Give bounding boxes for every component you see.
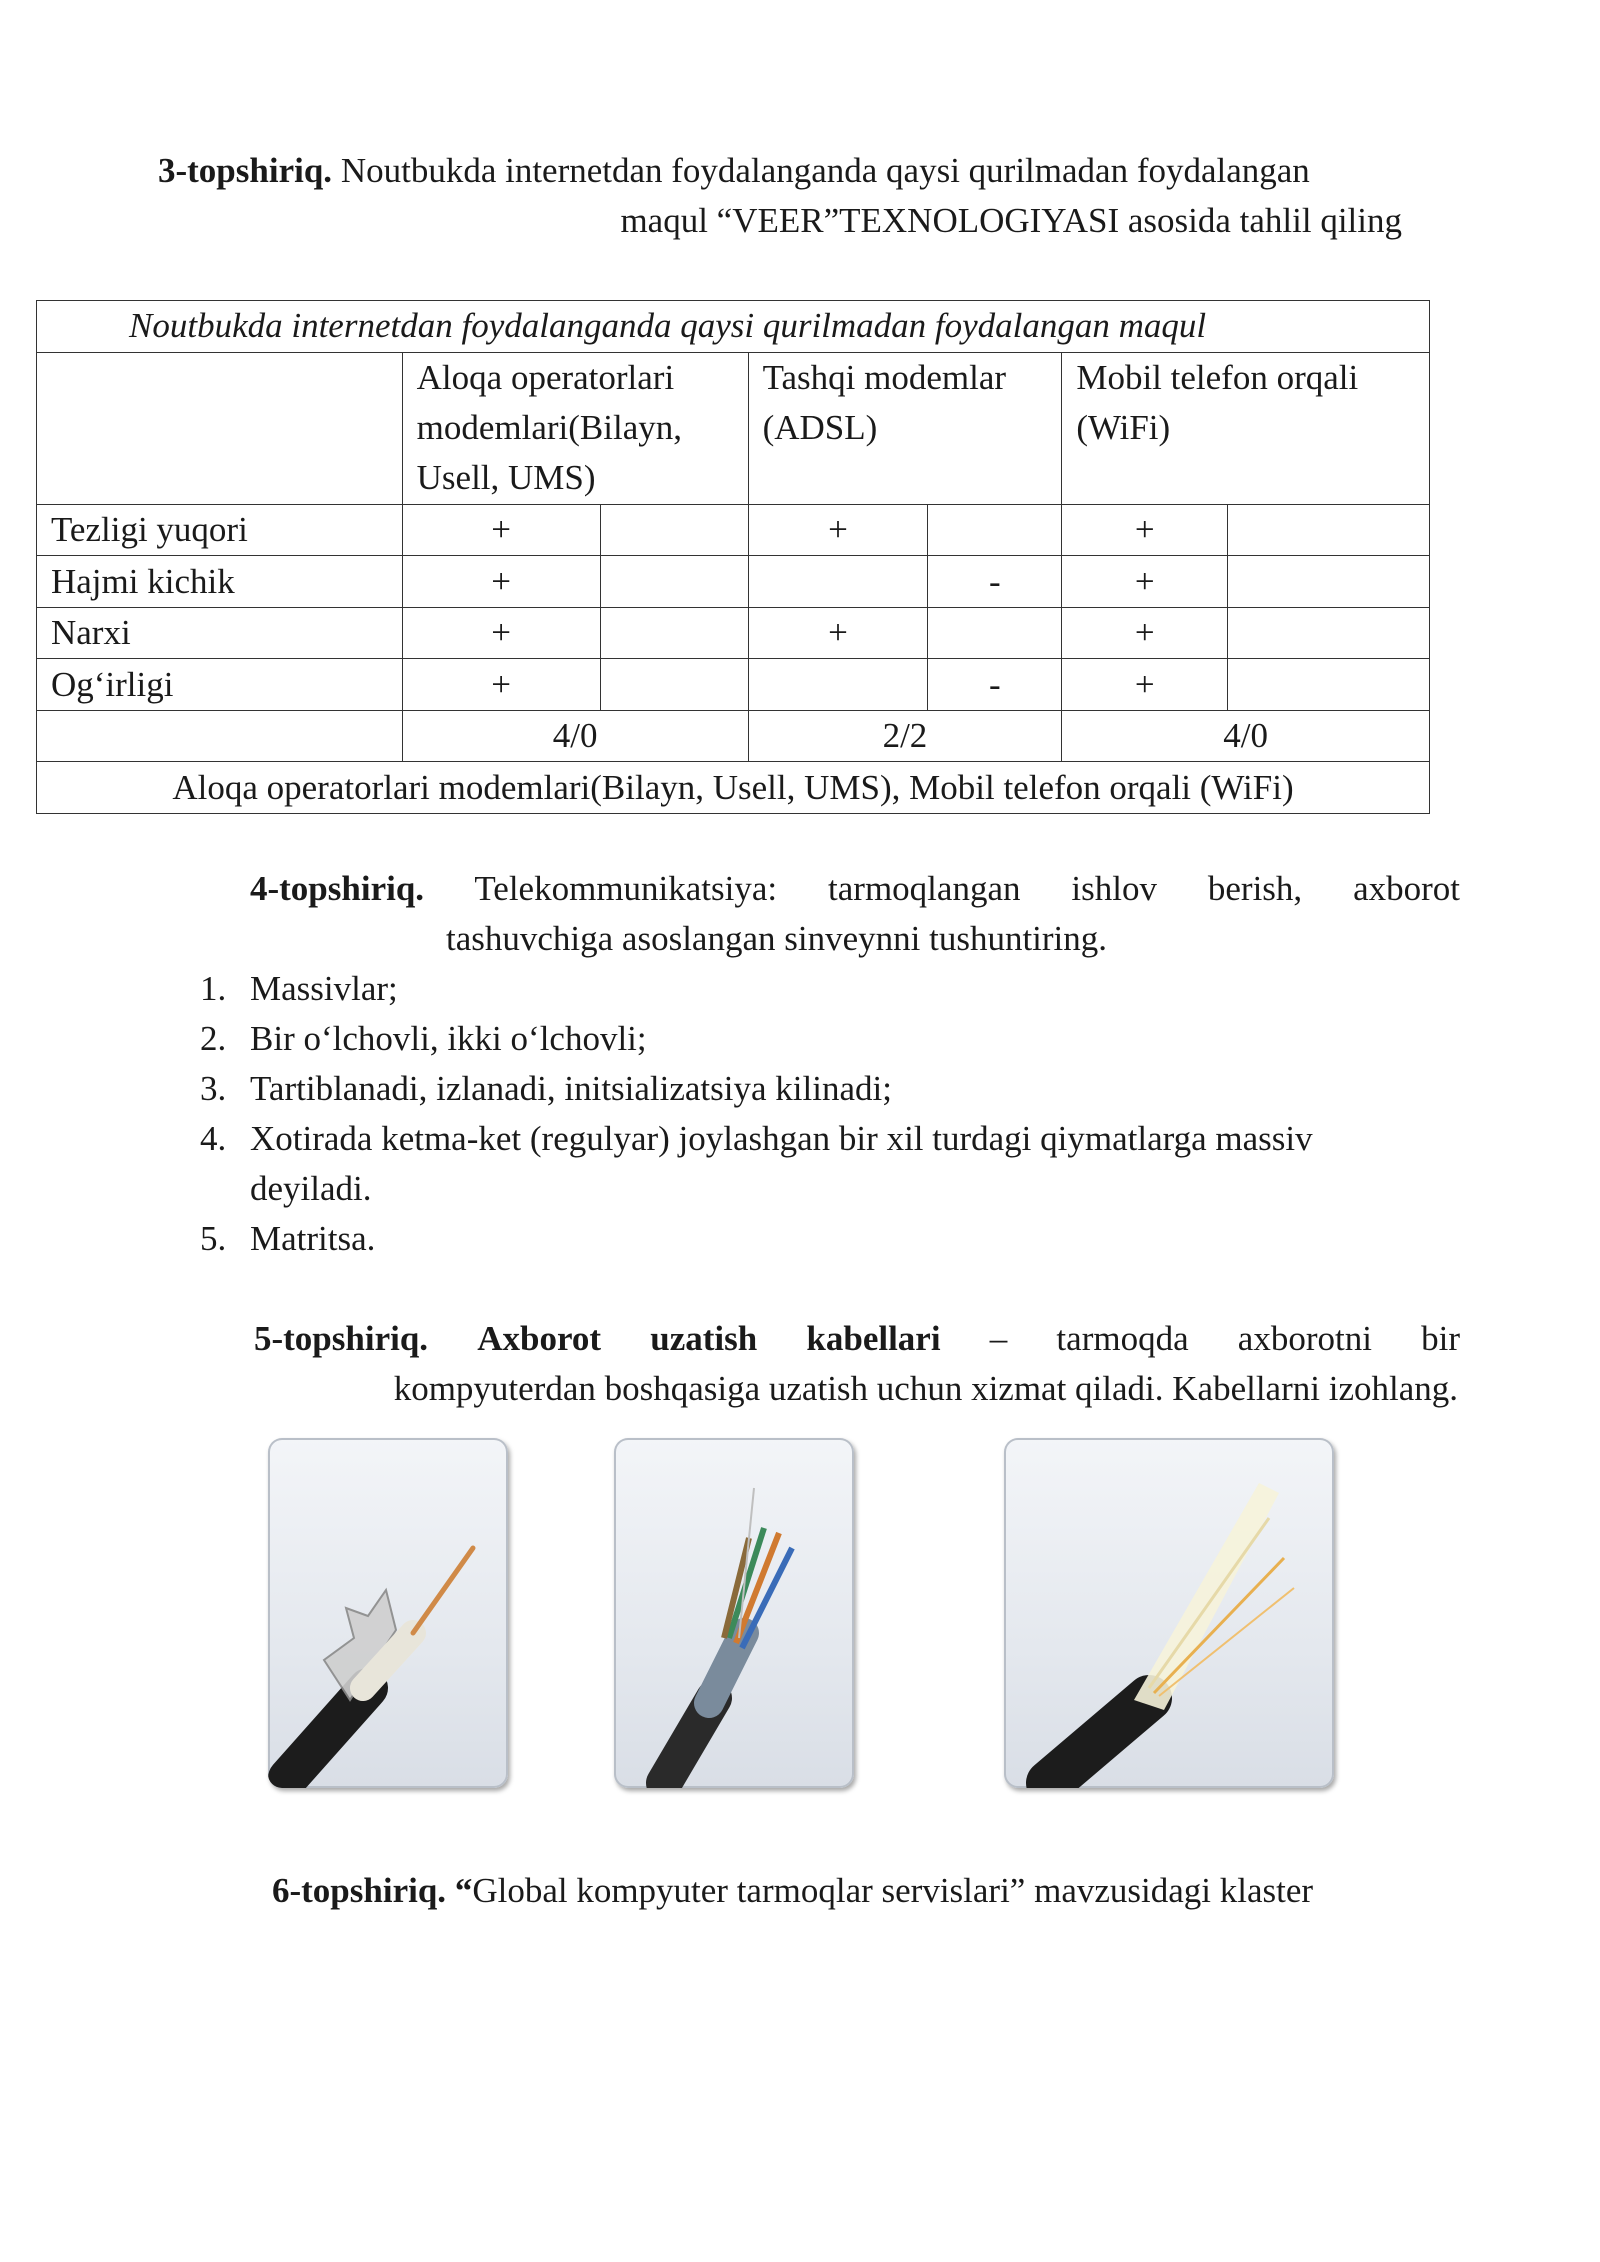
table-cell: + <box>748 504 928 556</box>
header-empty-cell <box>37 352 403 504</box>
fiber-optic-cable-image <box>1004 1438 1334 1788</box>
task3-text-line2: maqul “VEER”TEXNOLOGIYASI asosida tahlil qiling <box>620 201 1402 240</box>
coaxial-cable-image <box>268 1438 508 1788</box>
table-cell: + <box>402 659 600 711</box>
task6-quote-mark: “ <box>454 1871 473 1910</box>
twisted-pair-cable-illustration <box>614 1438 854 1788</box>
table-caption: Noutbukda internetdan foydalanganda qaysi qurilmadan foydalangan maqul <box>37 301 1430 353</box>
table-cell <box>1228 556 1430 608</box>
table-cell <box>748 556 928 608</box>
task6-heading <box>272 1866 1313 1916</box>
list-text: Massivlar; <box>250 969 398 1008</box>
list-number: 3. <box>200 1069 227 1108</box>
task5-label: 5-topshiriq. <box>254 1319 429 1358</box>
task5-text-line1: – tarmoqda axborotni bir <box>989 1319 1460 1358</box>
list-item <box>200 964 1430 1014</box>
total-external-modems: 2/2 <box>748 710 1062 762</box>
task5-text-line2: kompyuterdan boshqasiga uzatish uchun xizmat qiladi. Kabellarni izohlang. <box>393 1369 1458 1408</box>
list-item <box>200 1114 1430 1214</box>
row-label: Og‘irligi <box>37 659 403 711</box>
list-number: 2. <box>200 1019 227 1058</box>
task5-heading-line1 <box>254 1314 1460 1364</box>
table-cell <box>1228 659 1430 711</box>
table-cell <box>600 504 748 556</box>
task6-text: Global kompyuter tarmoqlar servislari” mavzusidagi klaster <box>472 1871 1314 1910</box>
task3-heading-line1 <box>158 146 1310 196</box>
coaxial-cable-illustration <box>268 1438 508 1788</box>
table-cell: + <box>402 607 600 659</box>
list-number: 1. <box>200 969 227 1008</box>
table-row <box>37 607 1430 659</box>
task3-text-line1: Noutbukda internetdan foydalanganda qaysi qurilmadan foydalangan <box>332 151 1310 190</box>
row-label: Hajmi kichik <box>37 556 403 608</box>
table-row <box>37 556 1430 608</box>
column-header-operator-modems: Aloqa operatorlari modemlari(Bilayn, Usell, UMS) <box>402 352 748 504</box>
list-number: 4. <box>200 1119 227 1158</box>
table-cell: + <box>1062 556 1228 608</box>
table-cell: + <box>1062 607 1228 659</box>
veer-comparison-table <box>36 300 1430 814</box>
table-cell: + <box>1062 659 1228 711</box>
task4-label: 4-topshiriq. <box>250 869 425 908</box>
table-conclusion: Aloqa operatorlari modemlari(Bilayn, Usell, UMS), Mobil telefon orqali (WiFi) <box>37 762 1430 814</box>
table-cell <box>600 607 748 659</box>
list-item <box>200 1064 1430 1114</box>
list-text: Bir o‘lchovli, ikki o‘lchovli; <box>250 1019 647 1058</box>
table-cell <box>928 607 1062 659</box>
list-number: 5. <box>200 1219 227 1258</box>
table-row <box>37 659 1430 711</box>
totals-empty-cell <box>37 710 403 762</box>
task4-heading-line1 <box>250 864 1460 914</box>
total-operator-modems: 4/0 <box>402 710 748 762</box>
task6-label: 6-topshiriq. <box>272 1871 447 1910</box>
table-cell <box>1228 607 1430 659</box>
list-item <box>200 1014 1430 1064</box>
table-cell <box>600 659 748 711</box>
twisted-pair-cable-image <box>614 1438 854 1788</box>
column-header-external-modems: Tashqi modemlar (ADSL) <box>748 352 1062 504</box>
table-cell: + <box>1062 504 1228 556</box>
list-text: Matritsa. <box>250 1219 376 1258</box>
task5-bold-term: Axborot uzatish kabellari <box>477 1319 941 1358</box>
list-item <box>200 1214 1430 1264</box>
table-row <box>37 504 1430 556</box>
table-cell: - <box>928 556 1062 608</box>
row-label: Narxi <box>37 607 403 659</box>
table-cell: - <box>928 659 1062 711</box>
table-cell <box>748 659 928 711</box>
totals-row <box>37 710 1430 762</box>
list-text: Xotirada ketma-ket (regulyar) joylashgan bir xil turdagi qiymatlarga massiv deyiladi. <box>250 1119 1313 1208</box>
task4-text-line2: tashuvchiga asoslangan sinveynni tushuntiring. <box>446 919 1108 958</box>
column-header-mobile-wifi: Mobil telefon orqali (WiFi) <box>1062 352 1430 504</box>
table-cell <box>1228 504 1430 556</box>
row-label: Tezligi yuqori <box>37 504 403 556</box>
list-text: Tartiblanadi, izlanadi, initsializatsiya kilinadi; <box>250 1069 892 1108</box>
total-mobile-wifi: 4/0 <box>1062 710 1430 762</box>
task3-label: 3-topshiriq. <box>158 151 333 190</box>
table-cell <box>600 556 748 608</box>
table-cell <box>928 504 1062 556</box>
task4-numbered-list <box>200 964 1430 1264</box>
fiber-optic-cable-illustration <box>1004 1438 1334 1788</box>
task4-text-line1: Telekommunikatsiya: tarmoqlangan ishlov berish, axborot <box>474 869 1460 908</box>
table-cell: + <box>402 504 600 556</box>
table-cell: + <box>402 556 600 608</box>
table-cell: + <box>748 607 928 659</box>
